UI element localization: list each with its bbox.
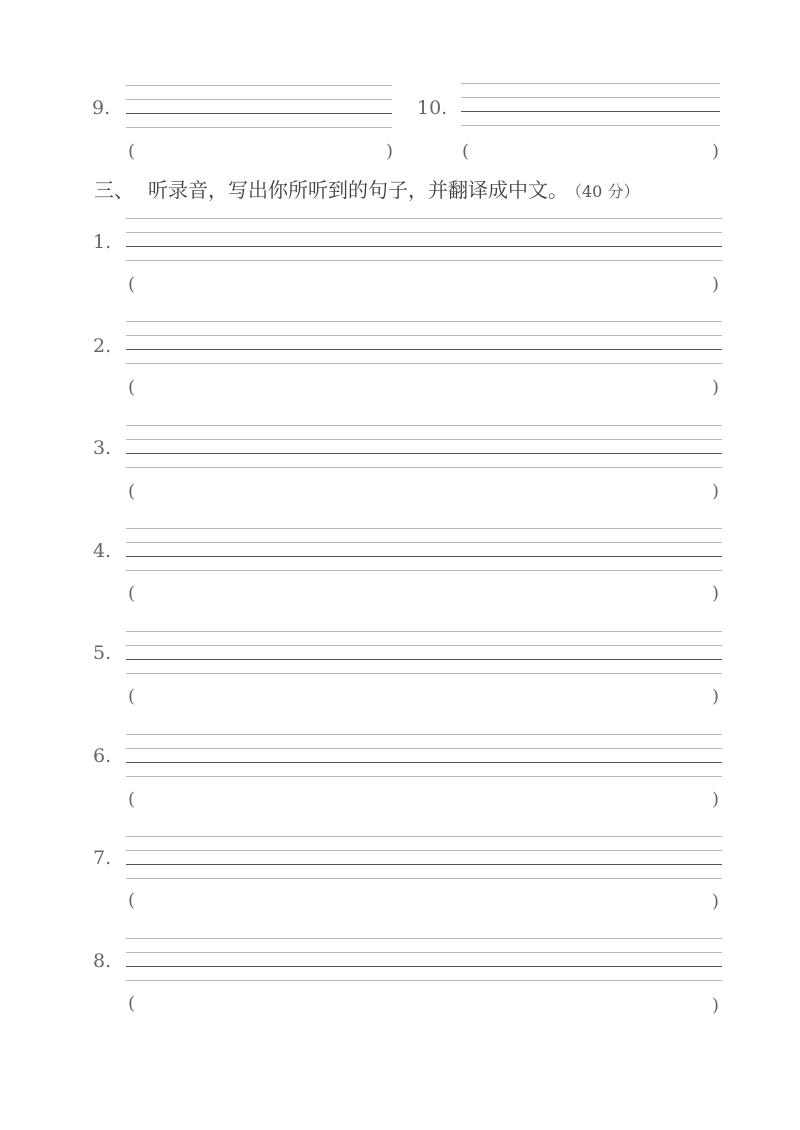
translation-open-paren: ( [128, 377, 136, 398]
section-heading [94, 178, 639, 204]
translation-close-paren: ) [712, 891, 720, 912]
section-number: 三、 [94, 178, 134, 202]
writing-lines[interactable] [126, 631, 722, 675]
item-number: 10. [417, 97, 448, 119]
writing-lines[interactable] [126, 321, 722, 365]
item-number: 2. [93, 335, 112, 357]
writing-lines[interactable] [126, 425, 722, 469]
translation-open-paren: ( [128, 481, 136, 502]
translation-open-paren: ( [462, 141, 470, 162]
translation-close-paren: ) [712, 686, 720, 707]
translation-close-paren: ) [712, 481, 720, 502]
section-score: （40 分） [574, 182, 640, 201]
writing-lines[interactable] [126, 528, 722, 572]
item-number: 6. [93, 745, 112, 767]
writing-lines[interactable] [126, 218, 722, 262]
translation-open-paren: ( [128, 274, 136, 295]
translation-close-paren: ) [386, 141, 394, 162]
item-number: 5. [93, 642, 112, 664]
translation-close-paren: ) [712, 274, 720, 295]
translation-close-paren: ) [712, 789, 720, 810]
translation-open-paren: ( [128, 686, 136, 707]
writing-lines[interactable] [126, 836, 722, 880]
writing-lines[interactable] [461, 83, 720, 127]
item-number: 3. [93, 437, 112, 459]
translation-close-paren: ) [712, 377, 720, 398]
item-number: 4. [93, 540, 112, 562]
translation-open-paren: ( [128, 789, 136, 810]
top-item-10 [0, 0, 800, 170]
translation-close-paren: ) [712, 583, 720, 604]
section-instruction: 听录音，写出你所听到的句子，并翻译成中文。 [148, 178, 568, 202]
translation-open-paren: ( [128, 141, 136, 162]
item-number: 9. [92, 97, 111, 119]
item-number: 1. [93, 231, 112, 253]
translation-close-paren: ) [712, 995, 720, 1016]
item-number: 7. [93, 847, 112, 869]
translation-open-paren: ( [128, 993, 136, 1014]
translation-close-paren: ) [712, 141, 720, 162]
translation-open-paren: ( [128, 890, 136, 911]
writing-lines[interactable] [126, 734, 722, 778]
translation-open-paren: ( [128, 583, 136, 604]
writing-lines[interactable] [126, 938, 722, 982]
item-number: 8. [93, 950, 112, 972]
